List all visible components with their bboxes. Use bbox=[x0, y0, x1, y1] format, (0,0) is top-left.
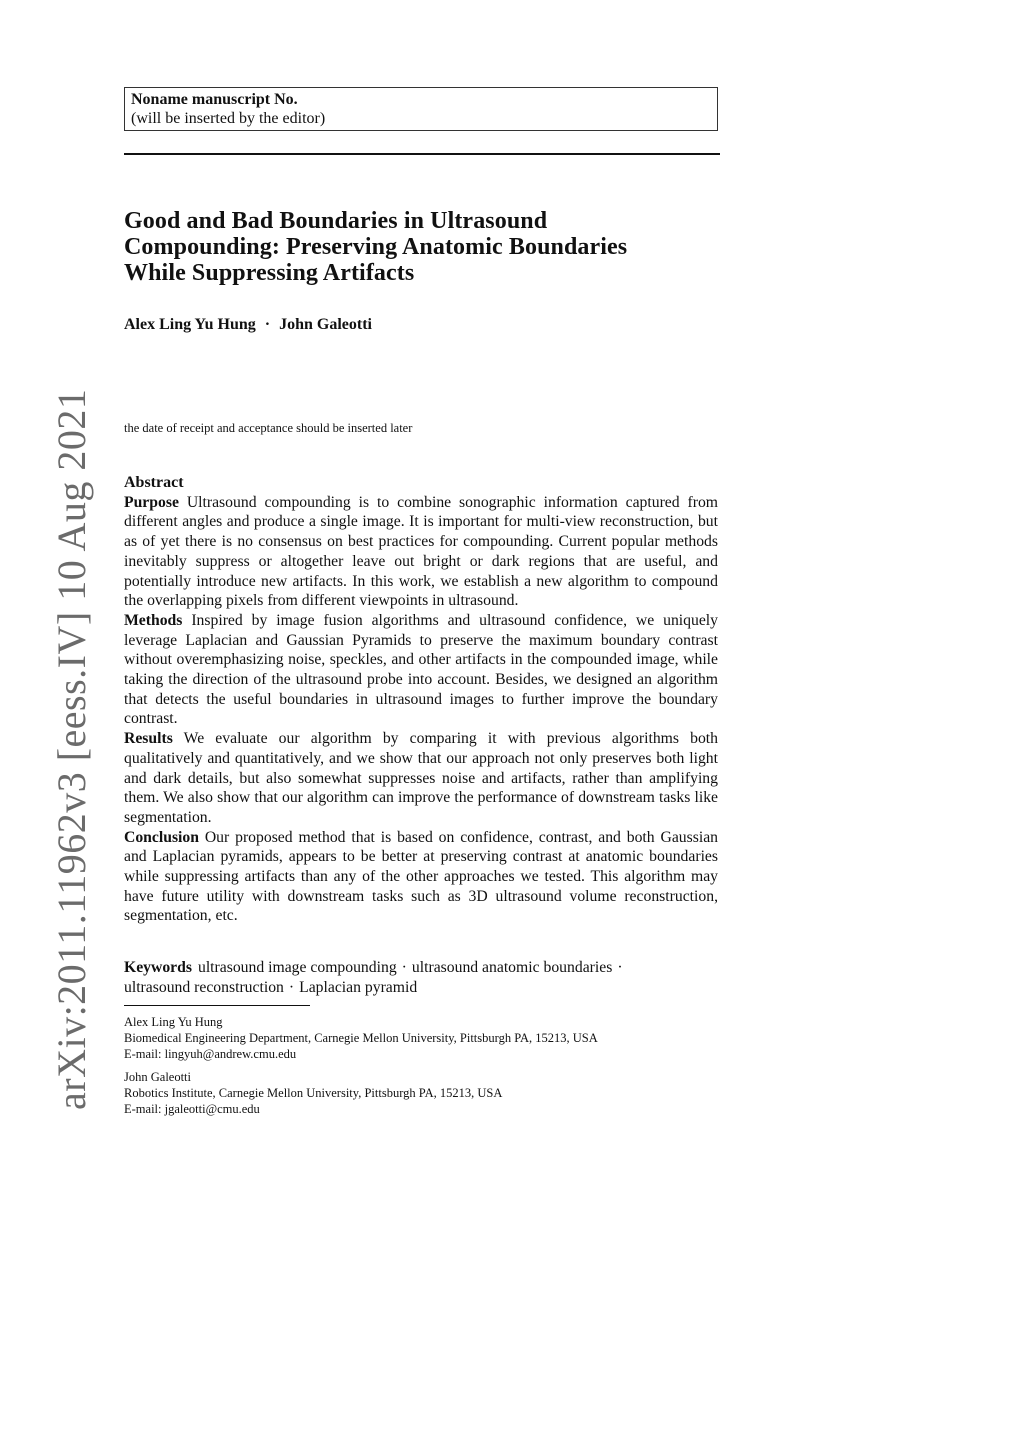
abstract-results-text: We evaluate our algorithm by comparing it with previous algorithms both qualitatively and quantitatively, and we show that our approach not only preserves both light and dark details, but also somewhat suppresses noise and artifacts, rather than amplifying them. We also show that our algorithm can improve the performance of downstream tasks like segmentation. bbox=[124, 730, 718, 826]
manuscript-number-line: Noname manuscript No. bbox=[131, 91, 298, 108]
abstract-conclusion-label: Conclusion bbox=[124, 828, 199, 846]
keyword-item: ultrasound anatomic boundaries bbox=[411, 959, 613, 976]
title-line: While Suppressing Artifacts bbox=[124, 260, 415, 286]
abstract-heading: Abstract bbox=[124, 474, 184, 491]
footnote-rule bbox=[124, 1005, 310, 1006]
affiliation-name: Alex Ling Yu Hung bbox=[124, 1015, 223, 1029]
abstract-purpose-label: Purpose bbox=[124, 493, 179, 511]
affiliation-email: E-mail: jgaleotti@cmu.edu bbox=[124, 1102, 260, 1116]
abstract-methods bbox=[124, 611, 718, 729]
author-name: John Galeotti bbox=[279, 316, 372, 333]
affiliation-block bbox=[124, 1069, 724, 1117]
abstract-results bbox=[124, 729, 718, 828]
manuscript-header-box bbox=[124, 87, 718, 131]
keyword-item: Laplacian pyramid bbox=[299, 979, 418, 996]
title-line: Compounding: Preserving Anatomic Boundaries bbox=[124, 234, 628, 260]
keyword-separator: · bbox=[401, 959, 407, 976]
keyword-separator: · bbox=[288, 979, 295, 996]
title-line: Good and Bad Boundaries in Ultrasound bbox=[124, 208, 548, 234]
abstract-section bbox=[124, 473, 718, 926]
abstract-conclusion-text: Our proposed method that is based on confidence, contrast, and both Gaussian and Laplacian pyramids, appears to be better at preserving contrast at anatomic boundaries while suppressing artifacts than any of the other approaches we tested. This algorithm may have future utility with downstream tasks such as 3D ultrasound volume reconstruction, segmentation, etc. bbox=[124, 828, 719, 925]
abstract-methods-label: Methods bbox=[124, 611, 183, 629]
receipt-dates-note: the date of receipt and acceptance should be inserted later bbox=[124, 421, 413, 435]
header-rule bbox=[124, 153, 720, 155]
abstract-methods-text: Inspired by image fusion algorithms and ultrasound confidence, we uniquely leverage Laplacian and Gaussian Pyramids to preserve the maximum boundary contrast without overemphasizing noise, speckles, and other artifacts in the compounded image, while taking the direction of the ultrasound probe into account. Besides, we designed an algorithm that detects the useful boundaries in ultrasound images to further improve the boundary contrast. bbox=[124, 611, 718, 728]
keyword-item: ultrasound image compounding bbox=[197, 959, 397, 976]
paper-title bbox=[124, 208, 724, 286]
affiliation-name: John Galeotti bbox=[124, 1070, 192, 1084]
keywords-label: Keywords bbox=[124, 959, 192, 976]
arxiv-identifier-stamp: arXiv:2011.11962v3 [eess.IV] 10 Aug 2021 bbox=[49, 388, 94, 1110]
abstract-purpose-text: Ultrasound compounding is to combine sonographic information captured from different angles and produce a single image. It is important for multi-view reconstruction, but as of yet there is no consensus on best practices for compounding. Current popular methods inevitably suppress or altogether leave out bright or dark regions that are useful, and potentially introduce new artifacts. In this work, we establish a new algorithm to compound the overlapping pixels from different viewpoints in ultrasound. bbox=[124, 493, 719, 610]
abstract-purpose bbox=[124, 493, 718, 611]
keywords-section bbox=[124, 958, 718, 998]
editor-note-line: (will be inserted by the editor) bbox=[131, 110, 326, 127]
affiliation-institution: Robotics Institute, Carnegie Mellon University, Pittsburgh PA, 15213, USA bbox=[124, 1086, 503, 1100]
affiliation-email: E-mail: lingyuh@andrew.cmu.edu bbox=[124, 1047, 297, 1061]
keyword-item: ultrasound reconstruction bbox=[124, 979, 284, 996]
affiliation-block bbox=[124, 1014, 724, 1062]
affiliation-institution: Biomedical Engineering Department, Carnegie Mellon University, Pittsburgh PA, 15213, USA bbox=[124, 1031, 598, 1045]
author-list bbox=[124, 316, 372, 334]
abstract-results-label: Results bbox=[124, 730, 173, 748]
keyword-separator: · bbox=[617, 959, 623, 976]
author-separator: · bbox=[264, 316, 271, 333]
author-name: Alex Ling Yu Hung bbox=[124, 316, 256, 333]
abstract-conclusion bbox=[124, 828, 718, 927]
